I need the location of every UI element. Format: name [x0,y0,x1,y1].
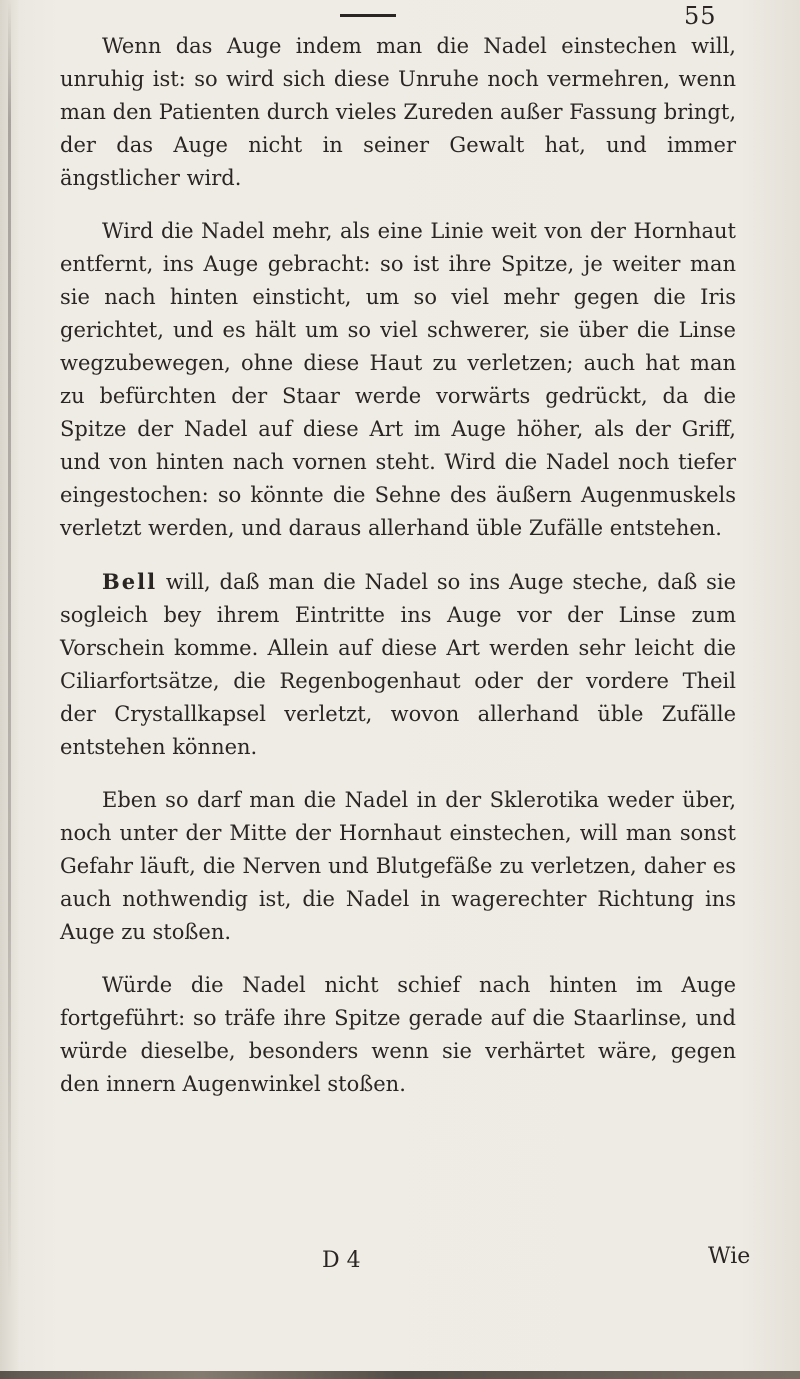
paragraph-4: Eben so darf man die Nadel in der Sklerotika weder über, noch unter der Mitte der Hornhaut einstechen, will man sonst Gefahr läuft, die Nerven und Blutgefäße zu verletzen, daher es auch nothwendig ist, die Nadel in wagerechter Richtung ins Auge zu stoßen. [60,788,736,944]
paragraph-3 [60,565,736,764]
binding-gutter [8,0,11,1379]
page-bottom-edge [0,1371,800,1379]
signature-mark: D 4 [322,1248,361,1273]
body-text [60,30,736,1121]
catchword: Wie [708,1244,751,1269]
page-number: 55 [684,2,717,30]
paragraph-2: Wird die Nadel mehr, als eine Linie weit von der Hornhaut entfernt, ins Auge gebracht: so ist ihre Spitze, je weiter man sie nach hinten einsticht, um so viel mehr gegen die Iris gerichtet, und es hält um so viel schwerer, sie über die Linse wegzubewegen, ohne diese Haut zu verletzen; auch hat man zu befürchten der Staar werde vorwärts gedrückt, da die Spitze der Nadel auf diese Art im Auge höher, als der Griff, und von hinten nach vornen steht. Wird die Nadel noch tiefer eingestochen: so könnte die Sehne des äußern Augenmuskels verletzt werden, und daraus allerhand üble Zufälle entstehen. [60,219,736,540]
paragraph-3-text: will, daß man die Nadel so ins Auge steche, daß sie sogleich bey ihrem Eintritte ins Auge vor der Linse zum Vorschein komme. Allein auf diese Art werden sehr leicht die Ciliarfortsätze, die Regenbogenhaut oder der vordere Theil der Crystallkapsel verletzt, wovon allerhand üble Zufälle entstehen können. [60,570,736,759]
header-rule [340,14,396,17]
paragraph-3-lead-name: Bell [102,569,158,594]
paragraph-5: Würde die Nadel nicht schief nach hinten im Auge fortgeführt: so träfe ihre Spitze gerade auf die Staarlinse, und würde dieselbe, besonders wenn sie verhärtet wäre, gegen den innern Augenwinkel stoßen. [60,973,736,1096]
paragraph-1: Wenn das Auge indem man die Nadel einstechen will, unruhig ist: so wird sich diese Unruhe noch vermehren, wenn man den Patienten durch vieles Zureden außer Fassung bringt, der das Auge nicht in seiner Gewalt hat, und immer ängstlicher wird. [60,34,736,190]
